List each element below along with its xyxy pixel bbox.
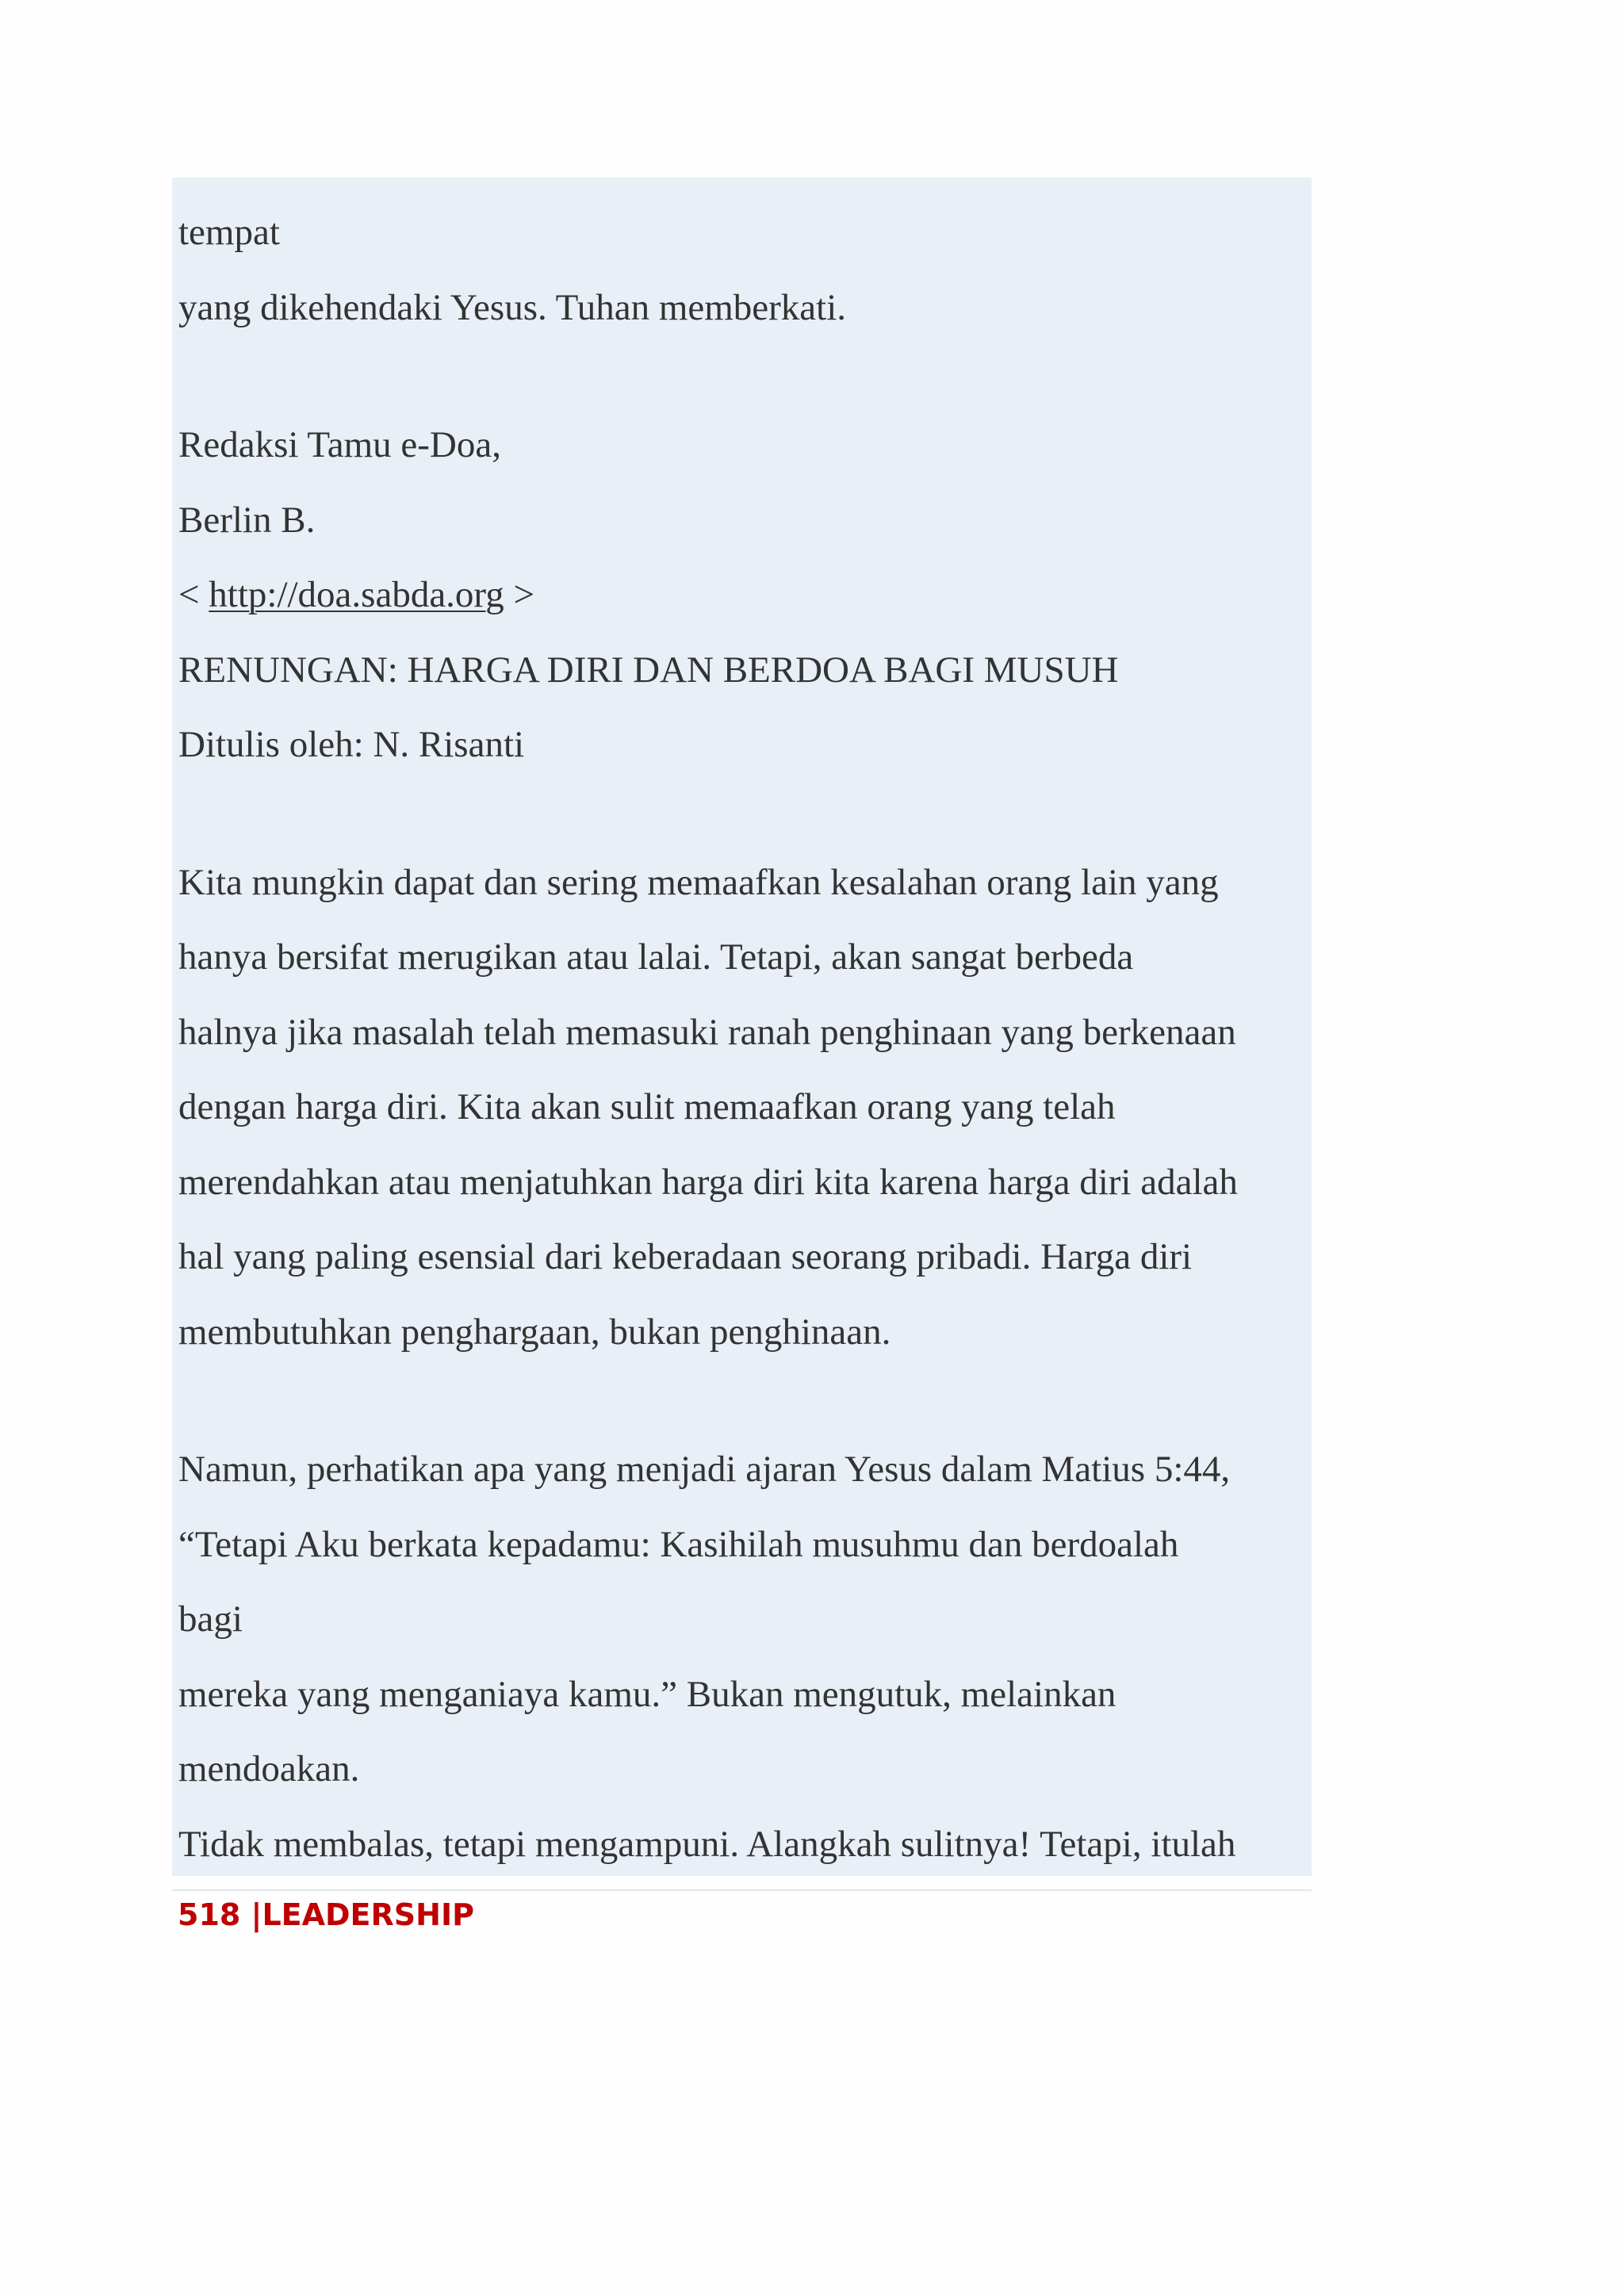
paragraph-line: bagi [178, 1598, 243, 1640]
paragraph-line: mendoakan. [178, 1748, 360, 1790]
footer-separator: | [240, 1897, 262, 1932]
page-footer [178, 1897, 474, 1932]
link-suffix: > [504, 574, 534, 615]
paragraph-line: halnya jika masalah telah memasuki ranah penghinaan yang berkenaan [178, 1012, 1236, 1053]
paragraph-line: hanya bersifat merugikan atau lalai. Tetapi, akan sangat berbeda [178, 936, 1134, 978]
paragraph-line: mereka yang menganiaya kamu.” Bukan mengutuk, melainkan [178, 1674, 1116, 1715]
link-line [178, 576, 534, 614]
paragraph-line: “Tetapi Aku berkata kepadamu: Kasihilah musuhmu dan berdoalah [178, 1524, 1179, 1565]
paragraph-line: Tidak membalas, tetapi mengampuni. Alangkah sulitnya! Tetapi, itulah [178, 1824, 1236, 1865]
paragraph-line: membutuhkan penghargaan, bukan penghinaan. [178, 1311, 891, 1353]
paragraph-line: Kita mungkin dapat dan sering memaafkan kesalahan orang lain yang [178, 862, 1219, 903]
paragraph-line: hal yang paling esensial dari keberadaan seorang pribadi. Harga diri [178, 1236, 1193, 1277]
signature-line: Berlin B. [178, 500, 316, 541]
footer-section: LEADERSHIP [262, 1897, 474, 1932]
article-title: RENUNGAN: HARGA DIRI DAN BERDOA BAGI MUSUH [178, 649, 1119, 691]
text-line: yang dikehendaki Yesus. Tuhan memberkati. [178, 287, 847, 328]
doa-sabda-link[interactable]: http://doa.sabda.org [209, 574, 504, 615]
paragraph-line: merendahkan atau menjatuhkan harga diri kita karena harga diri adalah [178, 1162, 1238, 1203]
text-line: tempat [178, 212, 280, 253]
signature-line: Redaksi Tamu e-Doa, [178, 424, 501, 465]
footer-divider [172, 1889, 1312, 1891]
paragraph-line: dengan harga diri. Kita akan sulit memaafkan orang yang telah [178, 1086, 1116, 1127]
paragraph-line: Namun, perhatikan apa yang menjadi ajaran Yesus dalam Matius 5:44, [178, 1449, 1231, 1490]
link-prefix: < [178, 574, 209, 615]
page-number: 518 [178, 1897, 241, 1932]
article-author: Ditulis oleh: N. Risanti [178, 724, 525, 765]
